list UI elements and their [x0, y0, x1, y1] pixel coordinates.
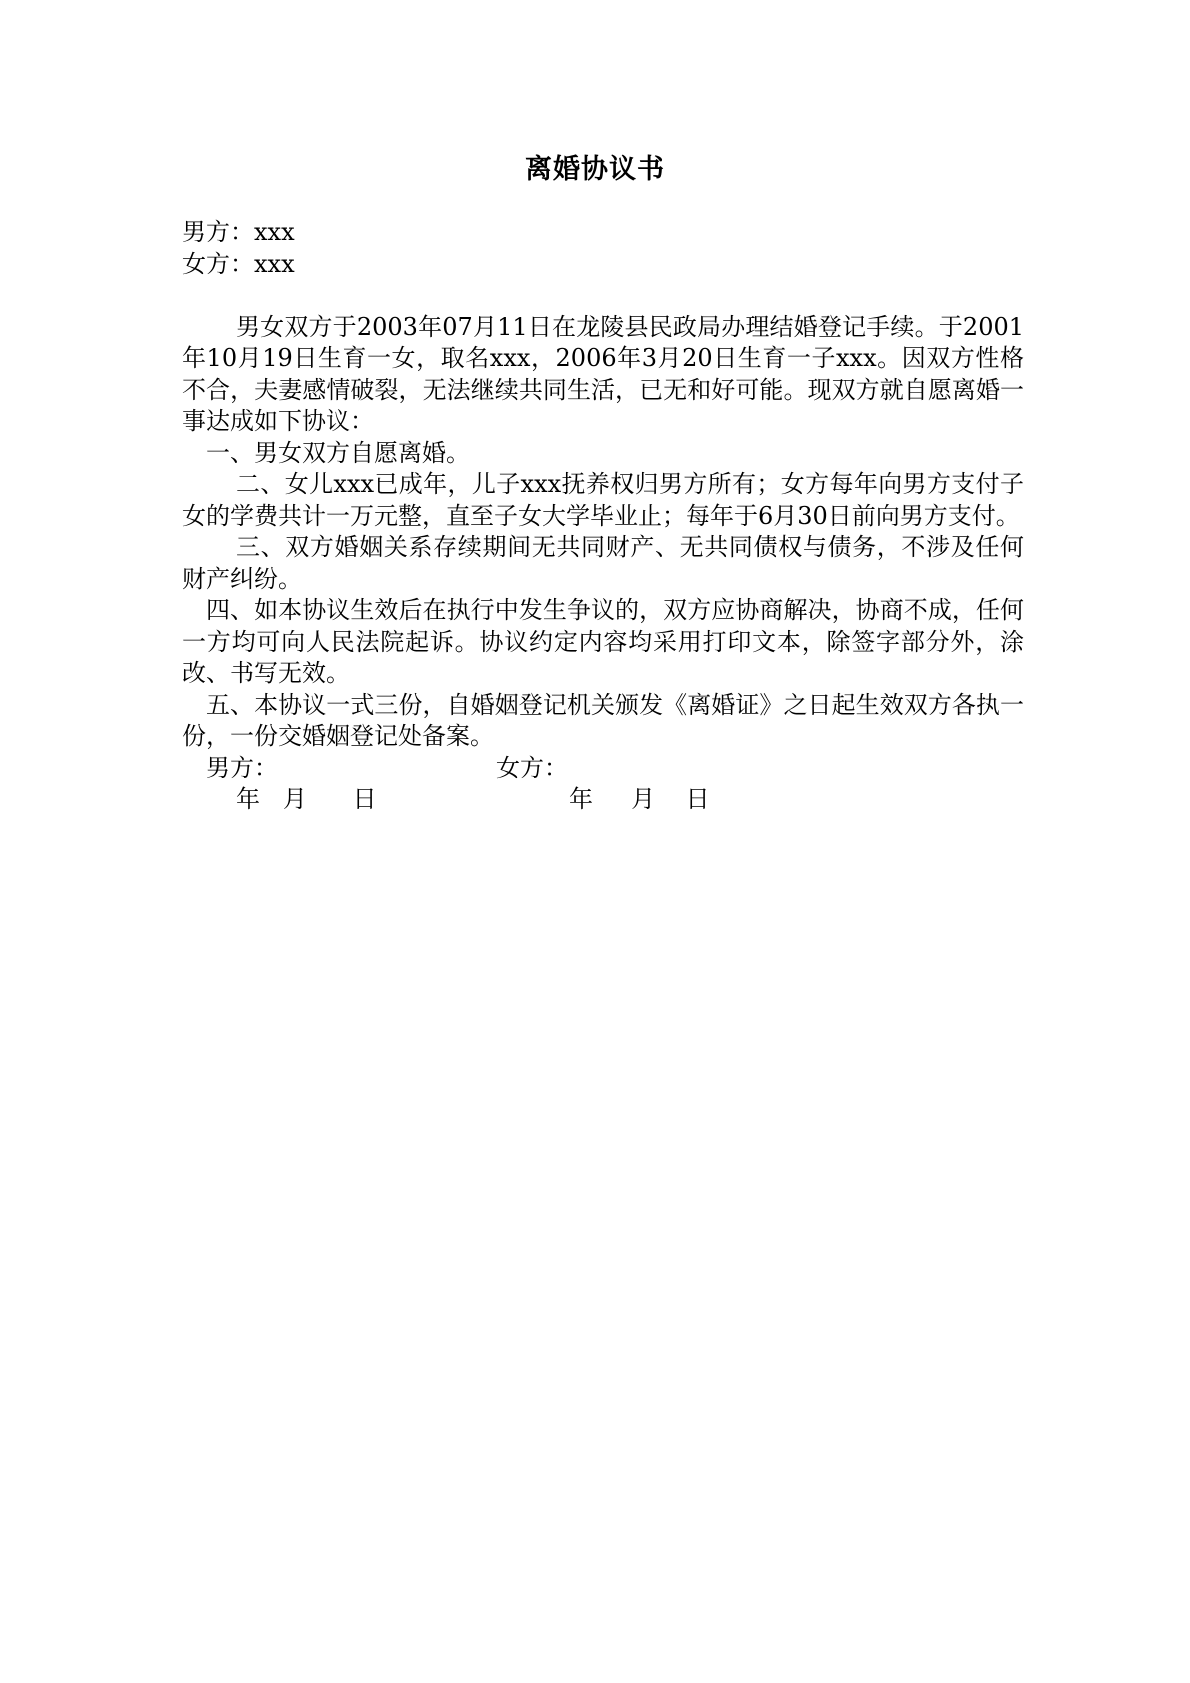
clause-4: 四、如本协议生效后在执行中发生争议的，双方应协商解决，协商不成，任何一方均可向人民法院起诉。协议约定内容均采用打印文本，除签字部分外，涂改、书写无效。	[182, 596, 1024, 687]
clause-2: 二、女儿xxx已成年，儿子xxx抚养权归男方所有；女方每年向男方支付子女的学费共计一万元整，直至子女大学毕业止；每年于6月30日前向男方支付。	[182, 470, 1024, 530]
female-date: 年 月 日	[569, 785, 710, 813]
blank-line	[182, 280, 1024, 312]
document-body	[182, 217, 1024, 816]
female-signature-label: 女方：	[496, 753, 568, 782]
male-date: 年 月 日	[236, 785, 377, 813]
signature-row	[182, 753, 1024, 785]
party-male: 男方：xxx	[182, 218, 295, 246]
clause-1: 一、男女双方自愿离婚。	[206, 438, 470, 467]
party-female: 女方：xxx	[182, 249, 295, 278]
clause-5: 五、本协议一式三份，自婚姻登记机关颁发《离婚证》之日起生效双方各执一份，一份交婚姻登记处备案。	[182, 690, 1024, 750]
male-signature-label: 男方：	[206, 753, 278, 782]
date-row	[182, 784, 1024, 816]
intro-paragraph: 男女双方于2003年07月11日在龙陵县民政局办理结婚登记手续。于2001年10月19日生育一女，取名xxx，2006年3月20日生育一子xxx。因双方性格不合，夫妻感情破裂，无法继续共同生活，已无和好可能。现双方就自愿离婚一事达成如下协议：	[182, 312, 1024, 435]
document-title: 离婚协议书	[525, 154, 665, 185]
clause-3: 三、双方婚姻关系存续期间无共同财产、无共同债权与债务，不涉及任何财产纠纷。	[182, 533, 1024, 593]
